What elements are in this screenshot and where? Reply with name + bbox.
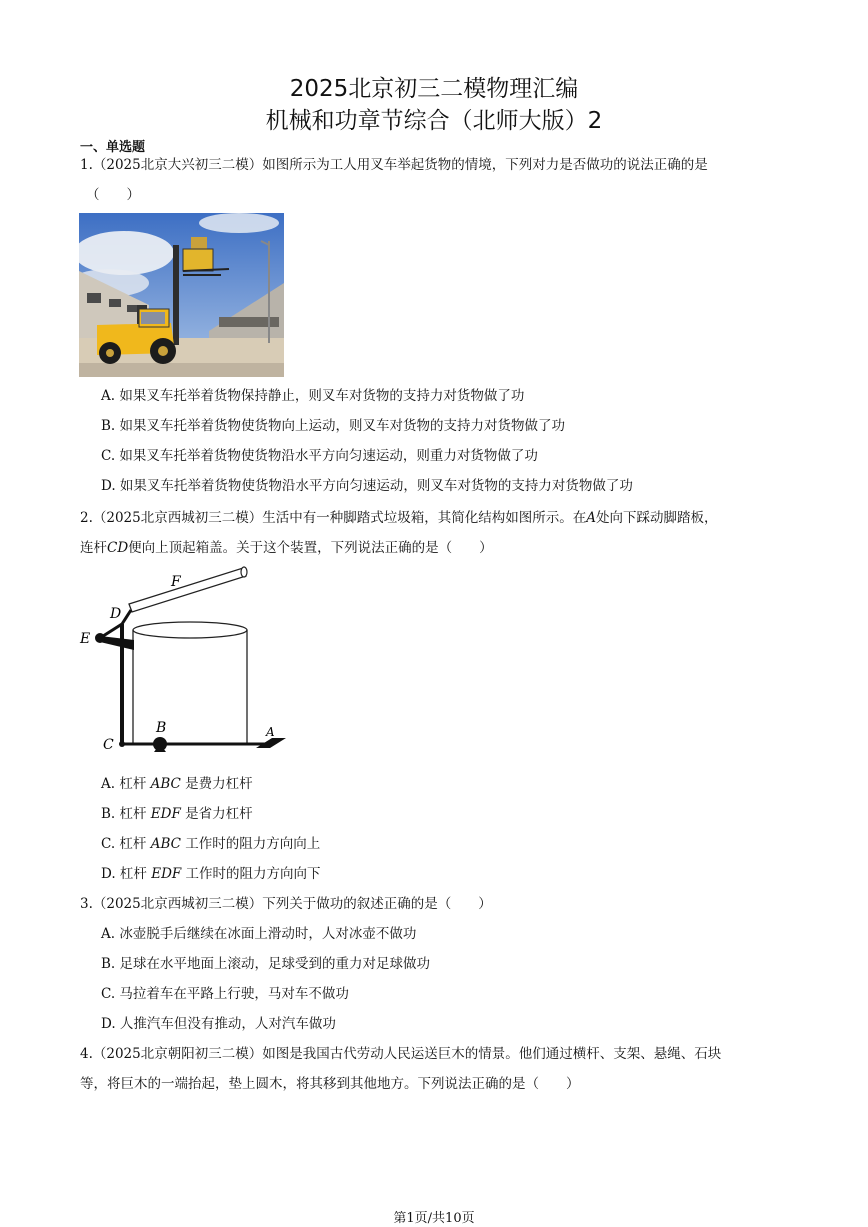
question-3-text: 3.（2025北京西城初三二模）下列关于做功的叙述正确的是（ ）: [80, 896, 492, 912]
question-2-text: 2.（2025北京西城初三二模）生活中有一种脚踏式垃圾箱，其简化结构如图所示。在A处向下踩动脚踏板， 连杆CD便向上顶起箱盖。关于这个装置，下列说法正确的是（ ）: [80, 510, 718, 556]
q3-option-b: B. 足球在水平地面上滚动，足球受到的重力对足球做功: [101, 956, 431, 972]
page-footer: 第1页/共10页: [393, 1211, 475, 1226]
q1-option-d: D. 如果叉车托举着货物使货物沿水平方向匀速运动，则叉车对货物的支持力对货物做了功: [101, 478, 633, 494]
q3-option-c: C. 马拉着车在平路上行驶，马对车不做功: [101, 986, 349, 1002]
section-heading: 一、单选题: [80, 140, 146, 155]
forklift-photo: [79, 213, 284, 377]
q1-option-b: B. 如果叉车托举着货物使货物向上运动，则叉车对货物的支持力对货物做了功: [101, 418, 566, 434]
question-4-text: 4.（2025北京朝阳初三二模）如图是我国古代劳动人民运送巨木的情景。他们通过横杆、支架、悬绳、石块 等，将巨木的一端抬起，垫上圆木，将其移到其他地方。下列说法正确的是（ ）: [80, 1046, 722, 1092]
question-1-paren: （ ）: [86, 187, 140, 203]
page-title-line2: 机械和功章节综合（北师大版）2: [265, 108, 603, 134]
label-c: C: [103, 737, 114, 753]
q1-option-a: A. 如果叉车托举着货物保持静止，则叉车对货物的支持力对货物做了功: [101, 388, 525, 404]
pedal-trash-bin-diagram: [76, 566, 292, 762]
q3-option-a: A. 冰壶脱手后继续在冰面上滑动时，人对冰壶不做功: [101, 926, 417, 942]
question-1-text: 1.（2025北京大兴初三二模）如图所示为工人用叉车举起货物的情境，下列对力是否做功的说法正确的是: [80, 157, 708, 173]
label-f: F: [171, 574, 181, 590]
q2-option-d: D. 杠杆 EDF 工作时的阻力方向向下: [101, 866, 321, 882]
label-e: E: [80, 631, 91, 647]
q2-option-c: C. 杠杆 ABC 工作时的阻力方向向上: [101, 836, 321, 852]
q2-option-b: B. 杠杆 EDF 是省力杠杆: [101, 806, 253, 822]
label-b: B: [156, 720, 167, 736]
label-a: A: [266, 725, 275, 739]
label-d: D: [110, 606, 122, 622]
q1-option-c: C. 如果叉车托举着货物使货物沿水平方向匀速运动，则重力对货物做了功: [101, 448, 538, 464]
q2-option-a: A. 杠杆 ABC 是费力杠杆: [101, 776, 253, 792]
q3-option-d: D. 人推汽车但没有推动，人对汽车做功: [101, 1016, 336, 1032]
page-title-line1: 2025北京初三二模物理汇编: [289, 76, 579, 102]
